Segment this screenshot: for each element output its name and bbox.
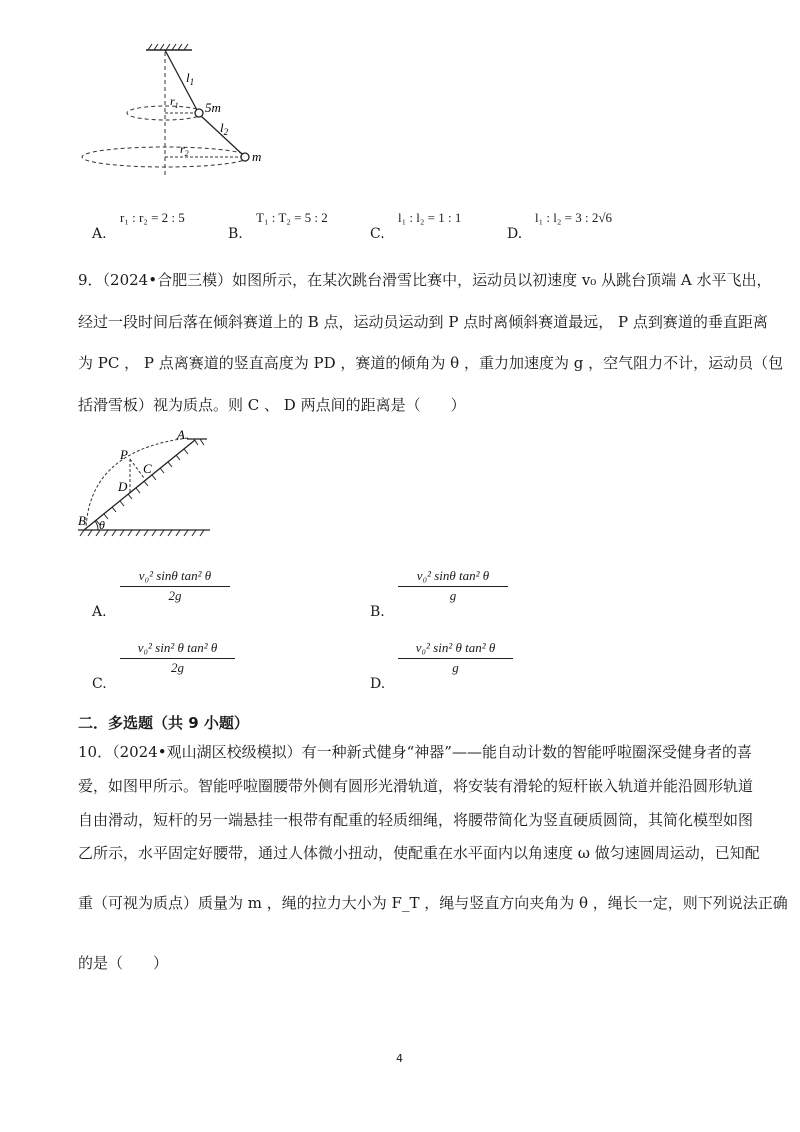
fraction-denominator: 2g — [171, 660, 184, 675]
q9-line-4: 括滑雪板）视为质点。则 C 、 D 两点间的距离是（ ） — [78, 396, 466, 414]
q9-line-3: 为 PC ， P 点离赛道的竖直高度为 PD ，赛道的倾角为 θ ，重力加速度为 g ，空气阻力不计，运动员（包 — [78, 354, 784, 372]
label-P: P — [120, 447, 128, 462]
option-label: A. — [92, 604, 107, 620]
q9-line-1: 9．（2024•合肥三模）如图所示，在某次跳台滑雪比赛中，运动员以初速度 v₀ 从跳台顶端 A 水平飞出， — [78, 271, 772, 289]
label-l1: $l_1$ — [186, 70, 195, 87]
label-D: D — [118, 479, 128, 494]
option-label: C. — [92, 676, 107, 692]
fraction-denominator: g — [452, 660, 459, 675]
option-fraction — [398, 640, 513, 676]
q10-line-6: 的是（ ） — [78, 954, 169, 972]
q10-line-5: 重（可视为质点）质量为 m ，绳的拉力大小为 F_T ，绳与竖直方向夹角为 θ ，绳长一定，则下列说法正确 — [78, 894, 788, 912]
q10-line-4: 乙所示，水平固定好腰带，通过人体微小扭动，使配重在水平面内以角速度 ω 做匀速圆周运动，已知配 — [78, 844, 760, 862]
option-fraction — [120, 640, 235, 676]
option-math: r₁ : r₂ = 2 : 5 — [120, 210, 185, 225]
option-label: C. — [370, 226, 385, 242]
q10-line-1: 10．（2024•观山湖区校级模拟）有一种新式健身“神器”——能自动计数的智能呼啦圈深受健身者的喜 — [78, 743, 752, 761]
fraction-numerator: v₀² sinθ tan² θ — [120, 568, 230, 587]
option-label: D. — [370, 676, 386, 692]
q10-line-3: 自由滑动，短杆的另一端悬挂一根带有配重的轻质细绳，将腰带简化为竖直硬质圆筒，其简化模型如图 — [78, 811, 754, 829]
label-B: B — [78, 513, 86, 528]
section-heading: 二．多选题（共 9 小题） — [78, 714, 249, 732]
fraction-numerator: v₀² sin² θ tan² θ — [398, 640, 513, 659]
q9-line-2: 经过一段时间后落在倾斜赛道上的 B 点，运动员运动到 P 点时离倾斜赛道最远， P 点到赛道的垂直距离 — [78, 313, 768, 331]
fraction-denominator: g — [449, 588, 457, 603]
option-label: D. — [507, 226, 523, 242]
option-label: B. — [370, 604, 385, 620]
option-math: l₁ : l₂ = 3 : 2√6 — [535, 210, 612, 225]
page-number: 4 — [396, 1052, 403, 1065]
fraction-numerator: v₀² sinθ tan² θ — [398, 568, 508, 587]
fraction-denominator: 2g — [168, 588, 182, 603]
option-math: l₁ : l₂ = 1 : 1 — [398, 210, 462, 225]
label-l2: $l_2$ — [220, 120, 229, 137]
label-m: m — [252, 149, 262, 164]
option-fraction — [398, 568, 508, 604]
option-fraction — [120, 568, 230, 604]
fraction-numerator: v₀² sin² θ tan² θ — [120, 640, 235, 659]
label-A: A — [177, 427, 185, 442]
q10-line-2: 爱，如图甲所示。智能呼啦圈腰带外侧有圆形光滑轨道，将安装有滑轮的短杆嵌入轨道并能沿圆形轨道 — [78, 777, 754, 795]
label-C: C — [143, 461, 152, 476]
mass-m-ball — [241, 153, 249, 161]
label-theta: θ — [99, 518, 105, 532]
label-5m: 5m — [205, 100, 221, 115]
option-math: T₁ : T₂ = 5 : 2 — [256, 210, 328, 225]
label-r2: $r_2$ — [180, 142, 189, 158]
option-label: B. — [228, 226, 243, 242]
option-label: A. — [92, 226, 107, 242]
figure-conical-pendulum — [70, 40, 300, 180]
label-r1: $r_1$ — [170, 94, 179, 110]
mass-5m-ball — [195, 109, 203, 117]
figure-ski-jump — [70, 425, 220, 540]
